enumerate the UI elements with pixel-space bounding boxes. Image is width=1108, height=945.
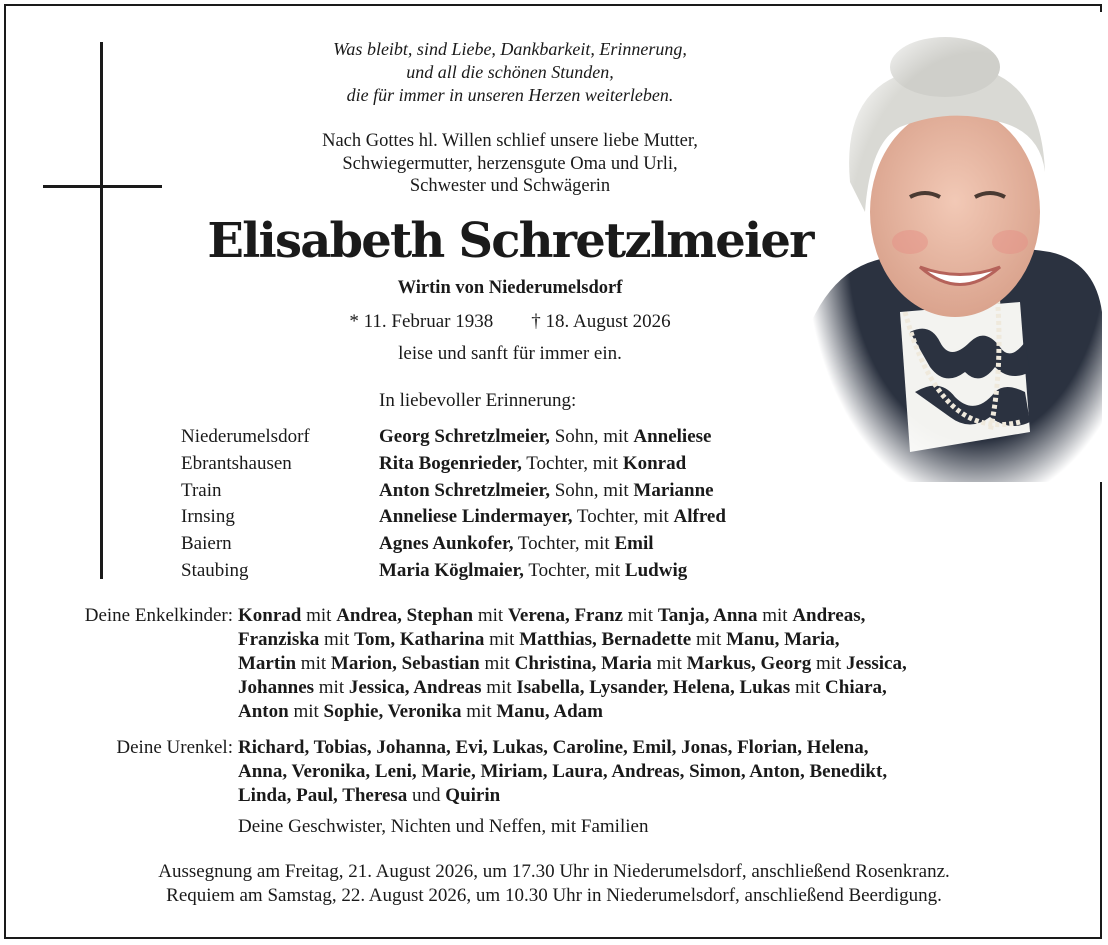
mourner-row [181,451,726,478]
person-names: Martin [238,653,297,674]
cross-icon-horizontal [43,185,162,188]
person-names: Anton [238,701,289,722]
person-names: Sophie, Veronika [323,701,462,722]
person-names: Anna, Veronika, Leni, Marie, Miriam, Laura, Andreas, Simon, Anton, Benedikt, [238,761,888,782]
person-names: Tom, Katharina [354,629,485,650]
person-names: Markus, Georg [686,653,812,674]
connector-text: mit [473,605,508,626]
service-line: Requiem am Samstag, 22. August 2026, um 10.30 Uhr in Niederumelsdorf, anschließend Beerdigung. [166,885,942,906]
life-dates [180,310,840,334]
names-line [238,700,1088,724]
mourner-place: Ebrantshausen [181,452,292,474]
mourner-place: Baiern [181,533,232,555]
quote-line: die für immer in unseren Herzen weiterleben. [346,85,674,105]
intro-line: Nach Gottes hl. Willen schlief unsere liebe Mutter, [322,131,698,151]
mourner-partner: Konrad [622,452,687,474]
connector-text: mit [481,677,517,698]
mourner-person [379,558,687,585]
names-line [238,760,1088,784]
service-line: Aussegnung am Freitag, 21. August 2026, um 17.30 Uhr in Niederumelsdorf, anschließend Rosenkranz. [158,861,950,882]
announcement-intro [180,130,840,198]
mourner-relation: Sohn, mit [549,479,634,501]
mourner-partner: Emil [614,533,654,555]
mourner-relation: Tochter, mit [521,452,623,474]
grandchildren-label: Deine Enkelkinder: [84,605,233,626]
deceased-role: Wirtin von Niederumelsdorf [397,278,623,298]
mourner-relation: Tochter, mit [523,559,625,581]
connector-text: mit [651,653,687,674]
mourner-name: Anton Schretzlmeier, [379,479,550,501]
mourner-row [181,424,726,451]
person-names: Jessica, Andreas [348,677,482,698]
service-info [0,860,1108,908]
person-names: Chiara, [825,677,887,698]
mourner-partner: Alfred [673,506,726,528]
mourner-name: Rita Bogenrieder, [379,452,522,474]
connector-text: mit [790,677,826,698]
person-names: Manu, Adam [496,701,603,722]
quote-line: Was bleibt, sind Liebe, Dankbarkeit, Erinnerung, [333,39,687,59]
names-line [238,784,1088,808]
names-line [238,736,1088,760]
person-names: Konrad [238,605,302,626]
connector-text: mit [319,629,355,650]
mourner-name: Agnes Aunkofer, [379,533,514,555]
closing-line: leise und sanft für immer ein. [398,343,622,364]
mourner-person [379,478,714,505]
intro-line: Schwiegermutter, herzensgute Oma und Urli, [342,153,678,174]
deceased-name: Elisabeth Schretzlmeier [207,213,813,269]
mourner-partner: Anneliese [633,426,712,447]
mourner-relation: Tochter, mit [513,533,615,555]
connector-text: mit [623,605,658,626]
names-line [238,628,1088,652]
grandchildren-names [238,604,1088,724]
mourner-relation: Tochter, mit [572,506,674,528]
mourner-partner: Ludwig [624,559,688,581]
person-names: Matthias, Bernadette [519,629,692,650]
mourner-row [181,558,726,585]
death-date: † 18. August 2026 [531,311,671,332]
person-names: Manu, Maria, [726,629,840,650]
connector-text: mit [484,629,520,650]
connector-text: mit [479,653,515,674]
mourner-name: Anneliese Lindermayer, [379,506,573,528]
person-names: Johannes [238,677,315,698]
mourner-person [379,531,654,558]
person-names: Tanja, Anna [657,605,758,626]
mourner-partner: Marianne [633,479,714,501]
connector-text: mit [301,605,337,626]
memory-heading: In liebevoller Erinnerung: [379,390,577,411]
mourner-person [379,451,686,478]
mourner-place: Niederumelsdorf [181,426,310,447]
great-grandchildren-label: Deine Urenkel: [116,737,233,758]
person-names: Verena, Franz [507,605,623,626]
siblings-line: Deine Geschwister, Nichten und Neffen, mit Familien [238,816,649,837]
person-names: Christina, Maria [514,653,652,674]
connector-text: mit [296,653,331,674]
person-names: Andrea, Stephan [336,605,474,626]
connector-text: mit [757,605,793,626]
mourner-row [181,504,726,531]
quote-line: und all die schönen Stunden, [406,62,614,82]
mourner-place: Train [181,479,222,501]
mourner-person [379,504,726,531]
birth-date: * 11. Februar 1938 [349,311,494,332]
mourner-name: Maria Köglmaier, [379,559,524,581]
mourner-place: Staubing [181,559,249,581]
memorial-quote [180,38,840,107]
names-line [238,604,1088,628]
mourner-relation: Sohn, mit [549,426,634,447]
person-names: Franziska [238,629,320,650]
person-names: Quirin [445,785,501,806]
mourner-row [181,531,726,558]
mourner-person [379,424,711,451]
intro-line: Schwester und Schwägerin [409,176,611,196]
names-line [238,652,1088,676]
person-names: Jessica, [846,653,907,674]
person-names: Marion, Sebastian [330,653,480,674]
cross-icon-vertical [100,42,103,579]
connector-text: mit [691,629,727,650]
person-names: Isabella, Lysander, Helena, Lukas [516,677,791,698]
connector-text: mit [811,653,847,674]
great-grandchildren-names [238,736,1088,808]
mourner-name: Georg Schretzlmeier, [379,426,550,447]
connector-text: und [407,785,446,806]
mourner-row [181,478,726,505]
mourners-list [181,424,726,585]
connector-text: mit [461,701,497,722]
person-names: Andreas, [792,605,866,626]
connector-text: mit [288,701,324,722]
mourner-place: Irnsing [181,506,235,528]
person-names: Richard, Tobias, Johanna, Evi, Lukas, Caroline, Emil, Jonas, Florian, Helena, [238,737,869,758]
names-line [238,676,1088,700]
person-names: Linda, Paul, Theresa [238,785,408,806]
connector-text: mit [314,677,349,698]
